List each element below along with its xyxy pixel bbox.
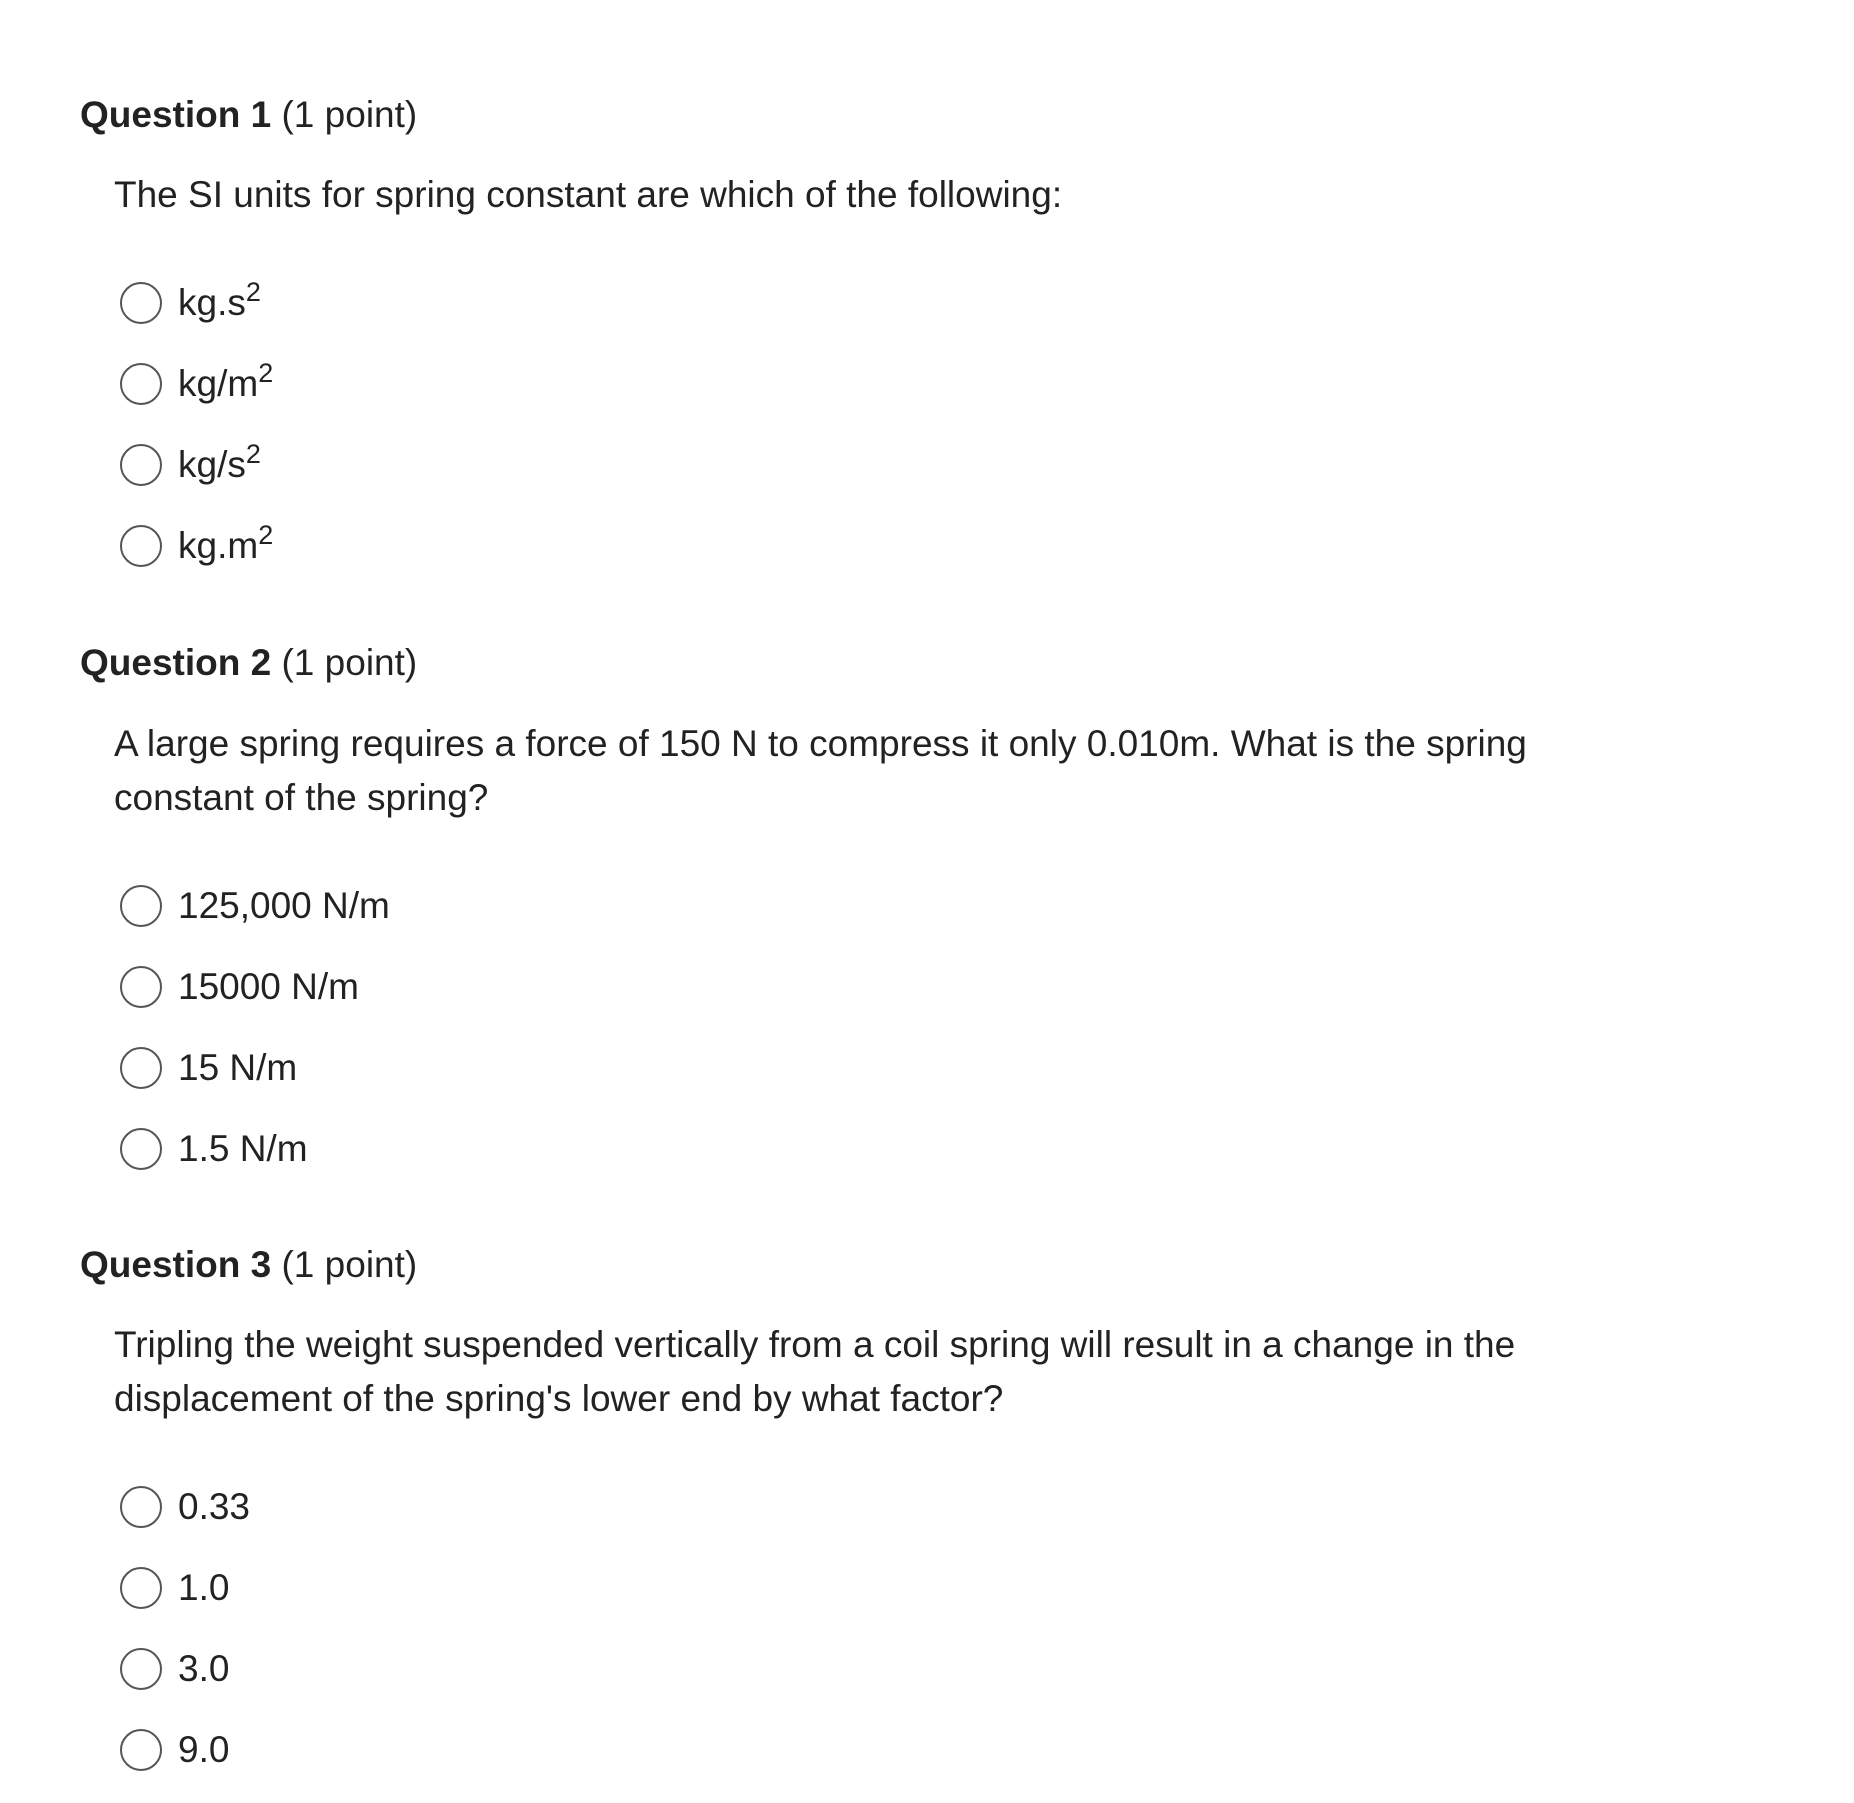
answer-option[interactable] bbox=[120, 1108, 390, 1189]
question-prompt: The SI units for spring constant are which of the following: bbox=[114, 174, 1063, 215]
answer-options bbox=[120, 865, 390, 1189]
question-points: (1 point) bbox=[281, 94, 418, 135]
option-label[interactable]: 0.33 bbox=[178, 1485, 251, 1527]
radio-button[interactable] bbox=[120, 885, 162, 927]
option-label[interactable]: 3.0 bbox=[178, 1647, 230, 1689]
radio-button[interactable] bbox=[120, 966, 162, 1008]
answer-option[interactable] bbox=[120, 1027, 390, 1108]
answer-option[interactable] bbox=[120, 262, 273, 343]
question-prompt: Tripling the weight suspended vertically from a coil spring will result in a change in the displacement of the spring's lower end by what factor? bbox=[114, 1324, 1516, 1419]
question-2 bbox=[80, 641, 1580, 1169]
radio-button[interactable] bbox=[120, 1047, 162, 1089]
answer-option[interactable] bbox=[120, 865, 390, 946]
answer-option[interactable] bbox=[120, 343, 273, 424]
answer-option[interactable] bbox=[120, 1466, 250, 1547]
option-label[interactable]: $kg.s^2$ bbox=[178, 276, 261, 323]
radio-button[interactable] bbox=[120, 1128, 162, 1170]
option-label[interactable]: 9.0 bbox=[178, 1728, 230, 1770]
option-label[interactable]: $kg.m^2$ bbox=[178, 519, 274, 566]
question-points: (1 point) bbox=[281, 1244, 418, 1285]
option-label[interactable]: 1.0 bbox=[178, 1566, 230, 1608]
radio-button[interactable] bbox=[120, 1567, 162, 1609]
question-prompt: A large spring requires a force of 150 N to compress it only 0.010m. What is the spring constant of the spring? bbox=[114, 723, 1527, 818]
answer-option[interactable] bbox=[120, 505, 273, 586]
answer-option[interactable] bbox=[120, 1547, 250, 1628]
radio-button[interactable] bbox=[120, 363, 162, 405]
option-label[interactable]: 125,000 N/m bbox=[178, 884, 390, 926]
option-label[interactable]: $kg/m^2$ bbox=[178, 357, 274, 404]
answer-option[interactable] bbox=[120, 1628, 250, 1709]
option-label[interactable]: 15 N/m bbox=[178, 1046, 298, 1088]
question-1 bbox=[80, 93, 1580, 566]
answer-options bbox=[120, 262, 273, 586]
question-header bbox=[80, 1243, 1580, 1287]
question-title: Question 1 bbox=[80, 94, 272, 135]
radio-button[interactable] bbox=[120, 444, 162, 486]
option-label[interactable]: 15000 N/m bbox=[178, 965, 359, 1007]
radio-button[interactable] bbox=[120, 282, 162, 324]
question-points: (1 point) bbox=[281, 642, 418, 683]
answer-option[interactable] bbox=[120, 946, 390, 1027]
question-3 bbox=[80, 1243, 1580, 1770]
radio-button[interactable] bbox=[120, 1729, 162, 1771]
answer-options bbox=[120, 1466, 250, 1790]
answer-option[interactable] bbox=[120, 424, 273, 505]
radio-button[interactable] bbox=[120, 525, 162, 567]
option-label[interactable]: 1.5 N/m bbox=[178, 1127, 308, 1169]
radio-button[interactable] bbox=[120, 1486, 162, 1528]
answer-option[interactable] bbox=[120, 1709, 250, 1790]
radio-button[interactable] bbox=[120, 1648, 162, 1690]
option-label[interactable]: $kg/s^2$ bbox=[178, 438, 261, 485]
question-title: Question 2 bbox=[80, 642, 272, 683]
question-header bbox=[80, 93, 1580, 137]
question-header bbox=[80, 641, 1580, 685]
question-title: Question 3 bbox=[80, 1244, 272, 1285]
